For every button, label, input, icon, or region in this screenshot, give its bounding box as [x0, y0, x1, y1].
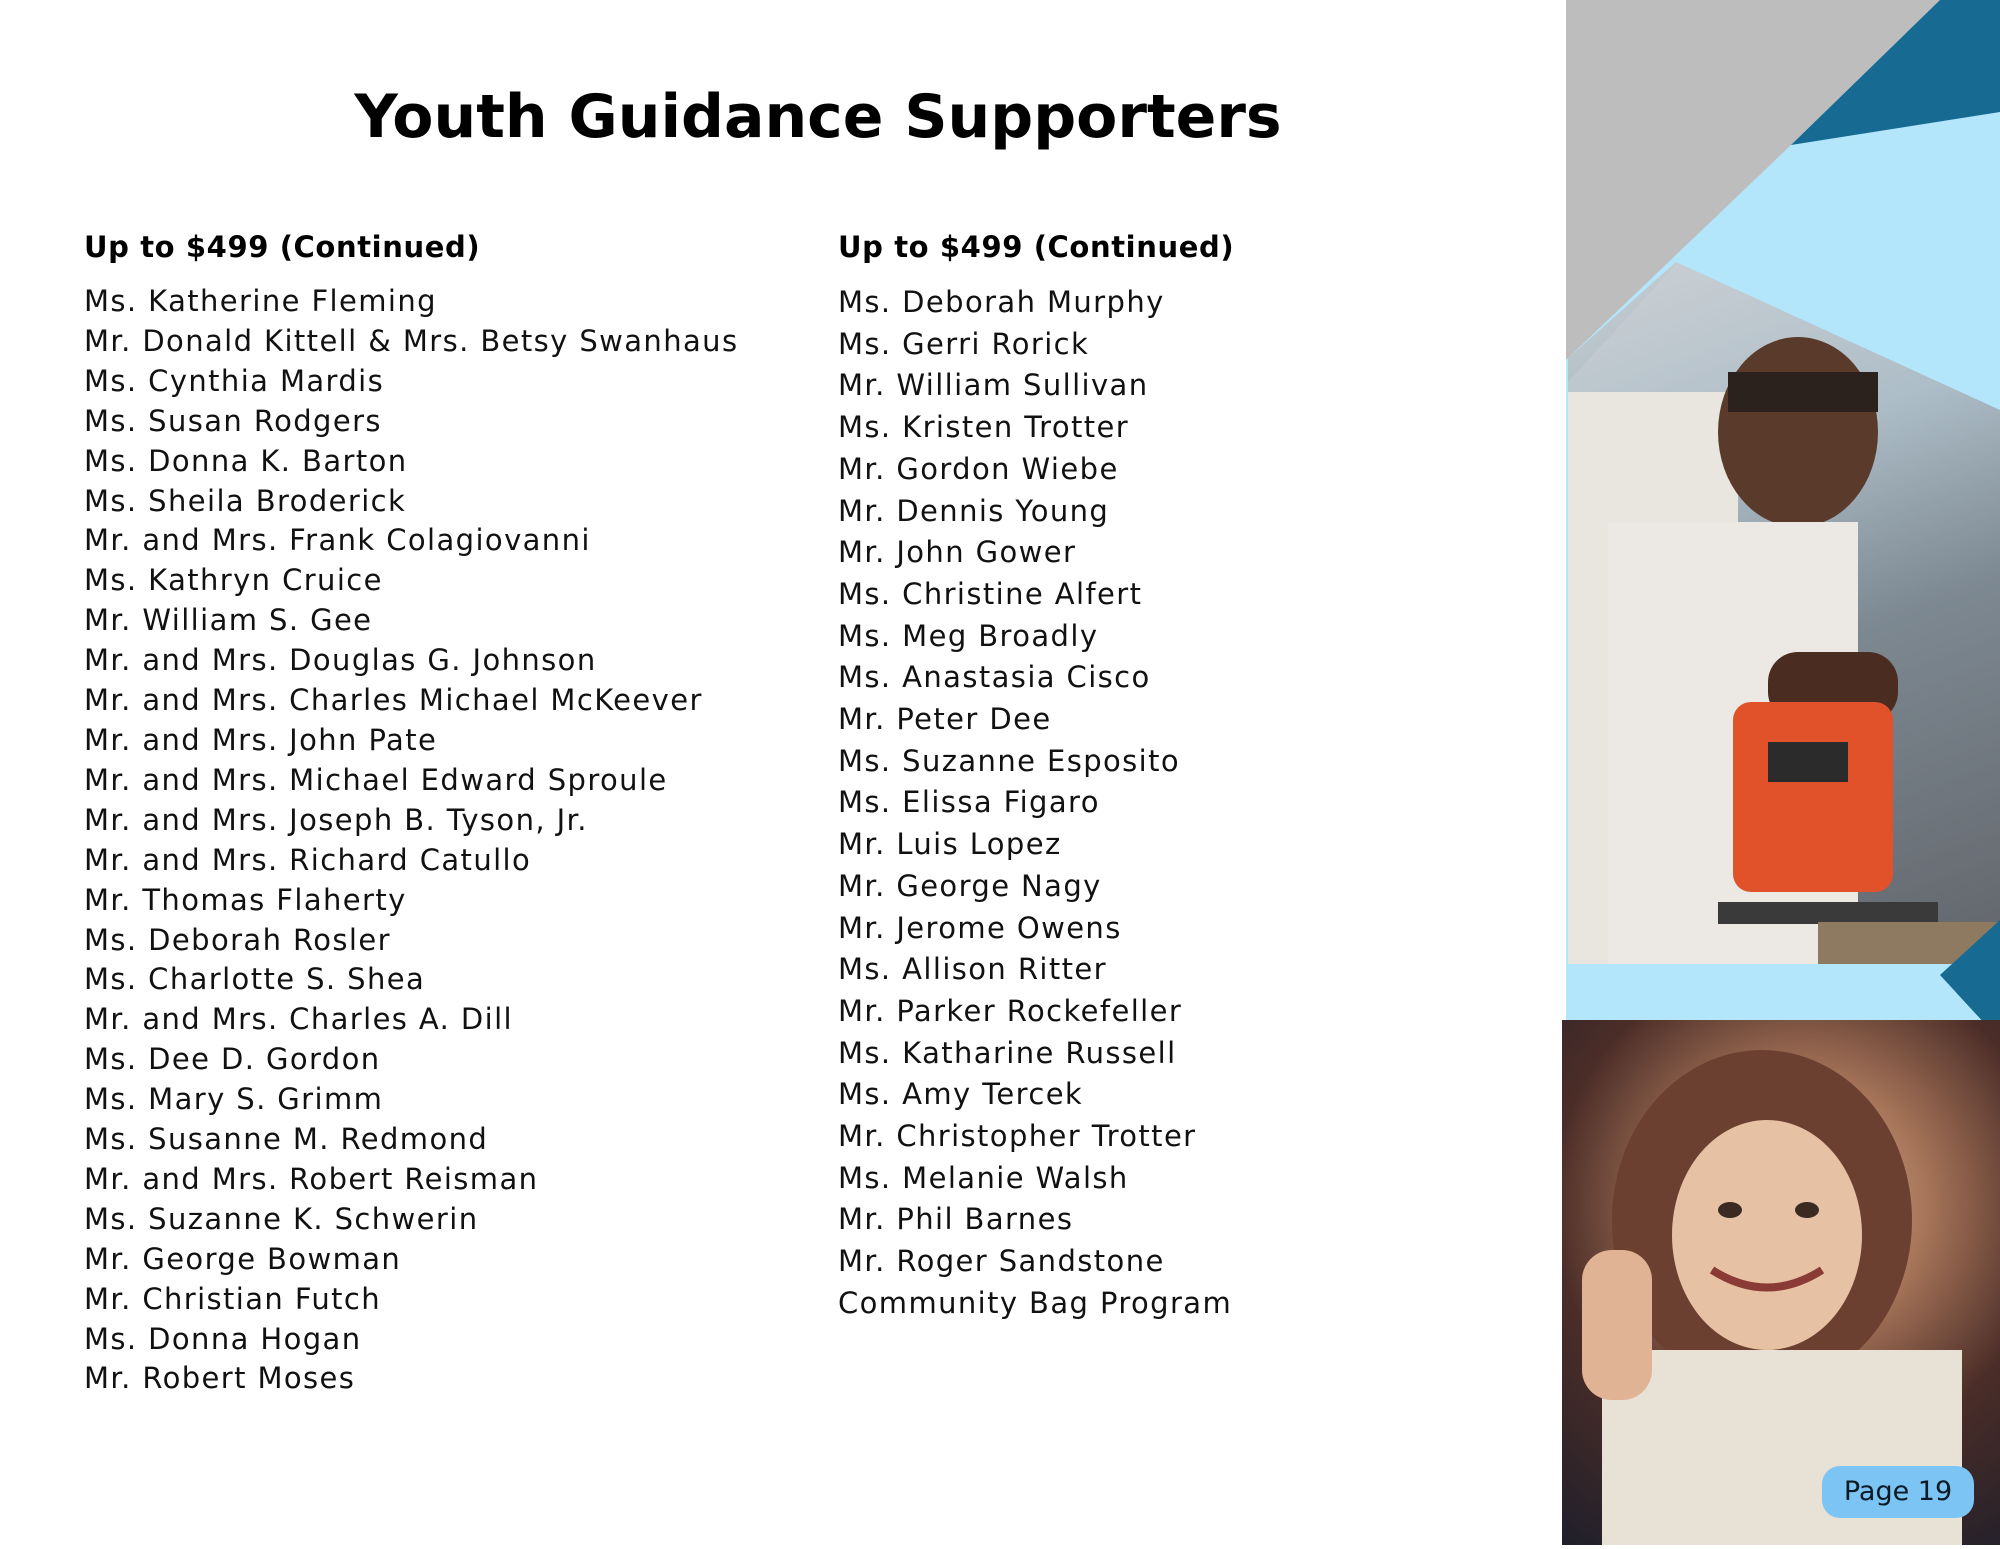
supporter-name: Ms. Christine Alfert [838, 576, 1143, 611]
supporter-name: Mr. Donald Kittell & Mrs. Betsy Swanhaus [84, 323, 739, 358]
supporter-list [84, 282, 804, 1399]
supporter-name: Ms. Kathryn Cruice [84, 563, 383, 598]
supporter-name: Ms. Charlotte S. Shea [84, 962, 426, 997]
supporter-name: Mr. Thomas Flaherty [84, 882, 407, 917]
supporter-name: Mr. and Mrs. Douglas G. Johnson [84, 643, 597, 678]
supporter-name: Mr. and Mrs. John Pate [84, 722, 438, 757]
supporter-name: Ms. Katharine Russell [838, 1035, 1177, 1070]
supporter-name: Mr. Luis Lopez [838, 827, 1062, 862]
supporter-name: Ms. Meg Broadly [838, 618, 1099, 653]
supporter-name: Ms. Elissa Figaro [838, 785, 1100, 820]
supporter-name: Mr. and Mrs. Robert Reisman [84, 1161, 539, 1196]
supporter-name: Mr. Robert Moses [84, 1361, 356, 1396]
page-number-badge: Page 19 [1822, 1466, 1974, 1518]
supporter-name: Mr. William S. Gee [84, 603, 373, 638]
supporter-list [838, 282, 1538, 1325]
supporter-name: Ms. Suzanne Esposito [838, 743, 1181, 778]
supporter-name: Ms. Donna K. Barton [84, 443, 408, 478]
supporter-name: Ms. Dee D. Gordon [84, 1042, 381, 1077]
supporter-name: Ms. Mary S. Grimm [84, 1082, 384, 1117]
supporter-name: Mr. John Gower [838, 535, 1077, 570]
supporter-name: Ms. Amy Tercek [838, 1077, 1084, 1112]
supporter-name: Mr. and Mrs. Michael Edward Sproule [84, 762, 668, 797]
supporter-name: Mr. Parker Rockefeller [838, 993, 1183, 1028]
column-heading: Up to $499 (Continued) [84, 230, 481, 264]
supporter-name: Ms. Cynthia Mardis [84, 363, 385, 398]
supporter-name: Ms. Donna Hogan [84, 1321, 362, 1356]
supporter-name: Mr. George Bowman [84, 1241, 402, 1276]
supporter-name: Mr. and Mrs. Charles A. Dill [84, 1002, 514, 1037]
supporters-column-left [84, 226, 804, 1399]
supporter-name: Mr. Peter Dee [838, 702, 1052, 737]
supporter-name: Ms. Anastasia Cisco [838, 660, 1151, 695]
supporter-name: Ms. Kristen Trotter [838, 410, 1130, 445]
supporter-name: Ms. Allison Ritter [838, 952, 1107, 987]
supporters-column-right [838, 226, 1538, 1325]
supporter-name: Mr. George Nagy [838, 868, 1102, 903]
supporter-name: Ms. Deborah Murphy [838, 285, 1165, 319]
supporter-name: Ms. Susanne M. Redmond [84, 1122, 489, 1157]
supporter-name: Mr. Gordon Wiebe [838, 451, 1119, 486]
supporter-name: Ms. Deborah Rosler [84, 922, 391, 957]
supporter-name: Mr. Roger Sandstone [838, 1244, 1165, 1279]
supporter-name: Ms. Susan Rodgers [84, 403, 382, 438]
supporter-name: Mr. and Mrs. Charles Michael McKeever [84, 683, 703, 718]
supporter-name: Mr. Dennis Young [838, 493, 1110, 528]
supporter-name: Ms. Sheila Broderick [84, 483, 407, 518]
supporter-name: Community Bag Program [838, 1285, 1233, 1320]
supporter-name: Mr. Christopher Trotter [838, 1119, 1197, 1154]
supporter-name: Ms. Gerri Rorick [838, 326, 1090, 361]
supporter-name: Mr. Jerome Owens [838, 910, 1122, 945]
supporter-name: Ms. Suzanne K. Schwerin [84, 1201, 479, 1236]
supporter-name: Mr. and Mrs. Richard Catullo [84, 842, 532, 877]
supporter-name: Ms. Katherine Fleming [84, 284, 437, 318]
supporter-name: Mr. William Sullivan [838, 368, 1149, 403]
supporter-name: Mr. Phil Barnes [838, 1202, 1074, 1237]
supporter-name: Ms. Melanie Walsh [838, 1160, 1129, 1195]
supporter-name: Mr. and Mrs. Frank Colagiovanni [84, 523, 591, 558]
supporter-name: Mr. Christian Futch [84, 1281, 382, 1316]
supporter-name: Mr. and Mrs. Joseph B. Tyson, Jr. [84, 802, 588, 837]
column-heading: Up to $499 (Continued) [838, 230, 1235, 264]
page-title: Youth Guidance Supporters [354, 82, 1282, 153]
